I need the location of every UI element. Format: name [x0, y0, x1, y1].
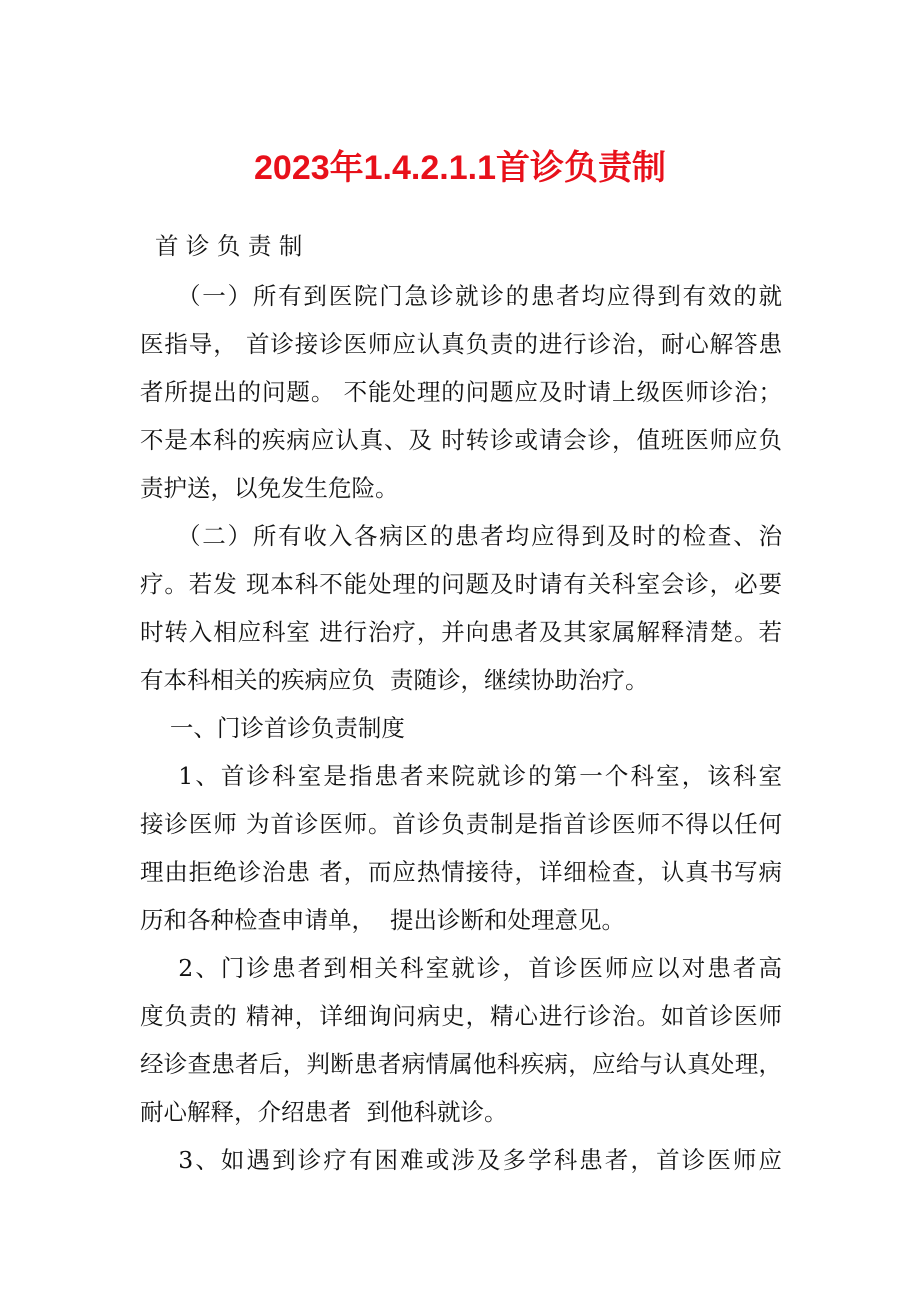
text-line: 责护送，以免发生危险。: [140, 474, 399, 502]
text-line: （二）所有收入各病区的患者均应得到及时的检查、治: [140, 522, 782, 550]
text-line: 度负责的 精神，详细询问病史，精心进行诊治。如首诊医师: [140, 1002, 782, 1030]
text-line: （一）所有到医院门急诊就诊的患者均应得到有效的就: [140, 282, 782, 310]
text-line: 疗。若发 现本科不能处理的问题及时请有关科室会诊，必要: [140, 570, 782, 598]
document-title: 2023年1.4.2.1.1首诊负责制: [254, 149, 666, 187]
text-line: 历和各种检查申请单， 提出诊断和处理意见。: [140, 906, 625, 934]
section-heading: 首 诊 负 责 制: [140, 232, 303, 260]
text-line: 经诊查患者后，判断患者病情属他科疾病，应给与认真处理，: [140, 1050, 782, 1078]
text-line: 3、如遇到诊疗有困难或涉及多学科患者，首诊医师应: [140, 1146, 782, 1174]
text-line: 有本科相关的疾病应负 责随诊，继续协助治疗。: [140, 666, 649, 694]
text-line: 者所提出的问题。 不能处理的问题应及时请上级医师诊治；: [140, 378, 782, 406]
text-line: 2、门诊患者到相关科室就诊，首诊医师应以对患者高: [140, 954, 782, 982]
text-line: 耐心解释，介绍患者 到他科就诊。: [140, 1098, 508, 1126]
text-line: 理由拒绝诊治患 者，而应热情接待，详细检查，认真书写病: [140, 858, 782, 886]
text-line: 一、门诊首诊负责制度: [140, 714, 405, 742]
text-line: 接诊医师 为首诊医师。首诊负责制是指首诊医师不得以任何: [140, 810, 782, 838]
text-line: 1、首诊科室是指患者来院就诊的第一个科室，该科室: [140, 762, 782, 790]
text-line: 不是本科的疾病应认真、及 时转诊或请会诊，值班医师应负: [140, 426, 782, 454]
document-body: [140, 222, 782, 1184]
text-line: 时转入相应科室 进行治疗，并向患者及其家属解释清楚。若: [140, 618, 782, 646]
text-line: 医指导， 首诊接诊医师应认真负责的进行诊治，耐心解答患: [140, 330, 782, 358]
